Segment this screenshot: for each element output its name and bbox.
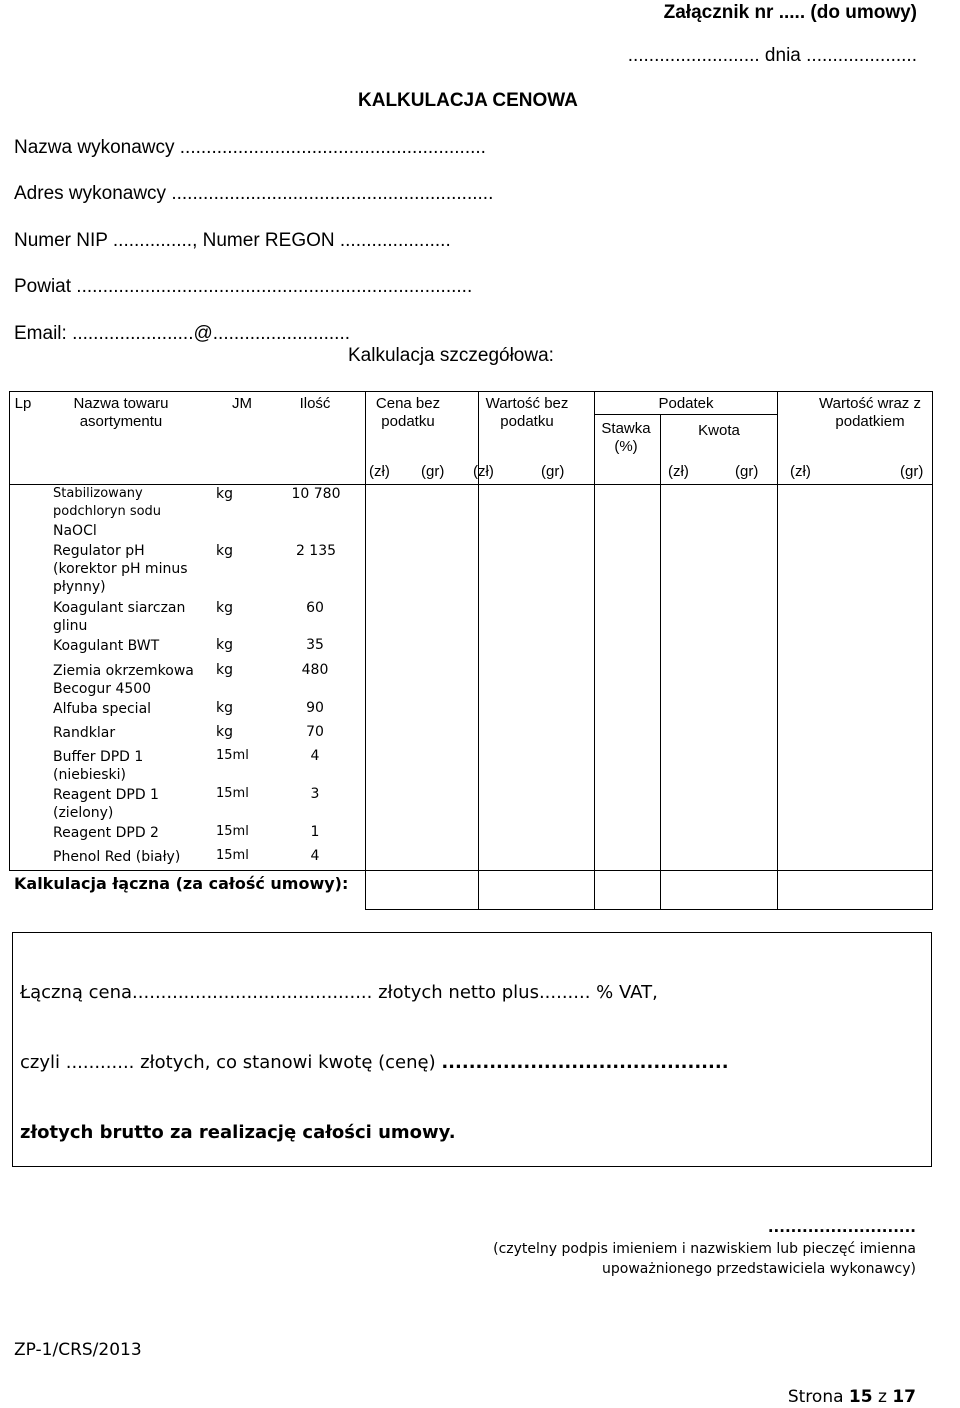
header-gross-value: Wartość wraz z podatkiem (819, 395, 921, 430)
nip-regon-field: Numer NIP ..............., Numer REGON ..................... (14, 230, 451, 251)
header-name: Nazwa towaru asortymentu (73, 395, 169, 430)
page-total: 17 (892, 1387, 916, 1407)
attachment-label: Załącznik nr ..... (do umowy) (663, 2, 917, 23)
header-price: Cena bez podatku (375, 395, 441, 430)
page-prefix: Strona (787, 1387, 849, 1407)
row-name: Regulator pH (korektor pH minus płynny) (53, 543, 188, 595)
unit-tax-gr: (gr) (735, 463, 759, 480)
row-qty: 90 (306, 700, 324, 716)
row-name: Alfuba special (53, 701, 152, 717)
row-unit: kg (216, 637, 233, 653)
unit-price-zl: (zł) (369, 463, 390, 480)
row-qty: 4 (310, 748, 320, 764)
date-line: ......................... dnia ..................... (627, 45, 917, 66)
row-qty: 35 (306, 637, 324, 653)
unit-net-gr: (gr) (541, 463, 565, 480)
table-border-bottom (9, 870, 933, 871)
summary-amount-line (20, 1052, 729, 1073)
row-name: Reagent DPD 1 (zielony) (53, 787, 159, 821)
row-qty: 60 (306, 600, 324, 616)
page-mid: z (872, 1387, 893, 1407)
row-name: Stabilizowany podchloryn sodu (53, 486, 162, 519)
row-unit: kg (216, 662, 233, 678)
table-border-top (9, 391, 933, 392)
total-row-bottom (365, 909, 933, 910)
document-title: KALKULACJA CENOWA (358, 90, 578, 111)
unit-gross-zl: (zł) (790, 463, 811, 480)
col-sep-price (365, 391, 366, 909)
col-sep-rate (660, 414, 661, 909)
header-qty: Ilość (299, 395, 331, 412)
table-border-right (932, 391, 933, 909)
table-border-left (9, 391, 10, 870)
row-qty: 70 (306, 724, 324, 740)
col-sep-tax (594, 391, 595, 909)
detail-title: Kalkulacja szczegółowa: (348, 345, 554, 366)
row-name: Phenol Red (biały) (53, 849, 181, 865)
row-name: Reagent DPD 2 (53, 825, 159, 841)
row-qty: 10 780 (291, 486, 341, 502)
contractor-name-field: Nazwa wykonawcy .......................................................... (14, 137, 486, 158)
signature-caption-line2: upoważnionego przedstawiciela wykonawcy) (602, 1261, 916, 1277)
summary-amount-dots: .......................................... (441, 1052, 729, 1073)
row-name-formula: NaOCl (53, 523, 97, 539)
email-field: Email: .......................@.......................... (14, 323, 351, 344)
contractor-address-field: Adres wykonawcy ............................................................. (14, 183, 494, 204)
header-net-value: Wartość bez podatku (485, 395, 569, 430)
row-unit: kg (216, 724, 233, 740)
row-qty: 480 (301, 662, 329, 678)
header-unit: JM (232, 395, 252, 412)
row-unit: kg (216, 700, 233, 716)
header-rate: Stawka (%) (601, 420, 651, 455)
unit-gross-gr: (gr) (900, 463, 924, 480)
total-calculation-label: Kalkulacja łączna (za całość umowy): (14, 874, 349, 893)
row-unit: kg (216, 600, 233, 616)
unit-tax-zl: (zł) (668, 463, 689, 480)
summary-net-price-line: Łączną cena.......................................... złotych netto plus......... % VAT, (20, 982, 658, 1003)
row-unit: 15ml (216, 748, 249, 763)
row-qty: 3 (310, 786, 320, 802)
col-sep-gross (777, 391, 778, 909)
county-field: Powiat ........................................................................... (14, 276, 473, 297)
row-name: Ziemia okrzemkowa Becogur 4500 (53, 663, 194, 697)
row-name: Randklar (53, 725, 116, 741)
unit-price-gr: (gr) (421, 463, 445, 480)
unit-net-zl: (zł) (473, 463, 494, 480)
tax-header-divider (594, 414, 777, 415)
row-unit: kg (216, 543, 233, 559)
header-amount: Kwota (698, 422, 740, 439)
signature-dots: .......................... (767, 1218, 916, 1236)
summary-amount-text: czyli ............ złotych, co stanowi kwotę (cenę) (20, 1052, 442, 1073)
row-name: Koagulant BWT (53, 638, 160, 654)
header-lp: Lp (14, 395, 32, 412)
row-unit: 15ml (216, 824, 249, 839)
page-number (788, 1387, 916, 1407)
header-tax: Podatek (658, 395, 714, 412)
row-qty: 2 135 (295, 543, 337, 559)
summary-box (12, 932, 932, 1167)
row-unit: 15ml (216, 786, 249, 801)
summary-gross-line: złotych brutto za realizację całości umowy. (20, 1122, 456, 1143)
row-qty: 4 (310, 848, 320, 864)
signature-caption-line1: (czytelny podpis imieniem i nazwiskiem lub pieczęć imienna (493, 1241, 916, 1257)
row-name: Koagulant siarczan glinu (53, 600, 186, 634)
row-name: Buffer DPD 1 (niebieski) (53, 749, 144, 783)
reference-number: ZP-1/CRS/2013 (14, 1340, 142, 1360)
row-unit: kg (216, 486, 233, 502)
row-unit: 15ml (216, 848, 249, 863)
row-qty: 1 (310, 824, 320, 840)
page-current: 15 (848, 1387, 873, 1407)
